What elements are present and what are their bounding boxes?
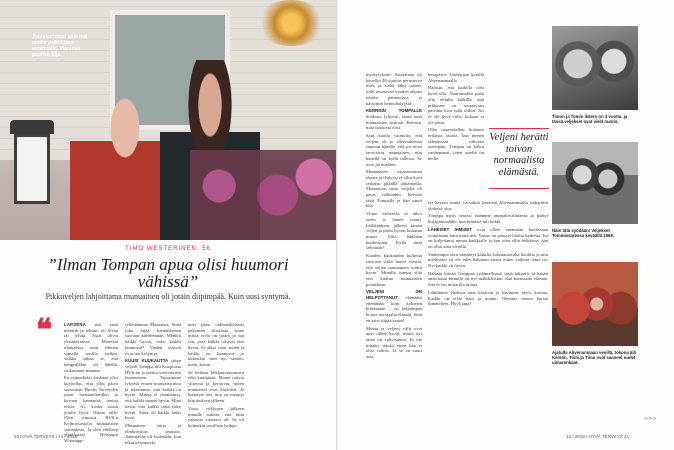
paragraph-text: Munuaisen siirto ja elinluovutus onnistui. Jännittävää oli kuitenkin, kun lekurit hienoteki.	[125, 422, 181, 446]
body-paragraph	[125, 423, 181, 446]
childhood-photo	[552, 26, 638, 110]
hero-caption: Joulukoristeet pääsivät omille paikoilleen verannalle. Vieressä puoliso Eija.	[32, 34, 88, 58]
body-column-1	[64, 322, 118, 446]
paragraph-text: Minua ja veljeni välit ovat aina olleet hyvät, mutta nyt tämä on vahvistunut. Ei ole mitään, minkä eteen hän ei olisi valmis. Ja se on suuri asia.	[366, 325, 422, 360]
paragraph-text: Viime vaiheessa se alkoi eteen jo hänen tuonti. Leikkauksen jälkeen tunsin veljen ja parin hyvän kuluttua minut. Eikä hänkään huolestunut. Kyllä tästä selvitään?	[366, 211, 422, 251]
body-paragraph	[366, 133, 422, 167]
photo-lamp	[256, 0, 326, 46]
body-paragraph	[428, 290, 548, 307]
body-column-3	[188, 322, 244, 431]
body-column-2	[125, 322, 181, 448]
paragraph-text: ryhmäämme Muniaiset. Siinä joka äijää kannustetaan suoraan kävelemään. Menikö kaikki hyvin, onko kaikki kunnossa? Vanhat ystävät ovat sen kysymys.	[125, 322, 181, 356]
body-paragraph	[428, 227, 548, 250]
lantern-cap	[10, 120, 54, 134]
paragraph-text: elämääni enemmän kuin kykenen kiittämään – on helpompaa hoitaa normaalia elämää. Siitä en saisi riittää sanaa!	[366, 295, 422, 323]
pull-quote: Veljeni herätti toivon normaalista elämästä.	[489, 132, 549, 178]
body-paragraph	[428, 252, 548, 269]
paragraph-text: Se kolmas leikkausaamuinen eikä kuulutaan. Monet ottivat yhteyttä ja kertoivat, miten munuaiset ovat käytössä. Ja luettavat sen, niin on mennyt kirjoituksen jälkeen.	[188, 369, 244, 404]
lead-in: LAPSENA	[64, 322, 95, 327]
folio-right: 14 / 2018 / HYVÄ TERVEYS 21	[566, 434, 630, 439]
body-paragraph	[366, 72, 422, 106]
paragraph-text: ovat olleet enemmän huolissaan voinnistani kuin minä itse. Vaimo on päässyt huolta kaikesta. Isä on kuljettanut minua kaikkialle ja kun olen ollut heikkona, hän on ollut aina vierellä.	[428, 226, 549, 249]
paragraph-text: hoidosta lyhyesti, tämä asiat munuaisten siirtoon. Kerroin, mitä hoidosta olisi.	[366, 113, 422, 131]
pullquote-rule-top	[489, 128, 549, 129]
body-paragraph	[428, 85, 484, 125]
subhead-lead-in: KUUSI KUUKAUTTA	[125, 358, 172, 364]
body-column-6	[428, 200, 548, 309]
lantern	[14, 134, 50, 204]
quote-mark-icon: ❝	[36, 314, 53, 347]
body-paragraph	[366, 211, 422, 251]
paragraph-text: Olen naureskellen hoitanut erilaisia asioita, kun menen elämässäni vahvasti eteenpäin. Tompan on kohtu vanhemmat, joten mieltä on heille.	[428, 127, 484, 161]
body-paragraph	[188, 322, 244, 368]
body-paragraph	[428, 127, 484, 161]
pullquote-rule-bottom	[489, 188, 549, 189]
body-paragraph	[428, 72, 484, 83]
paragraph-text: Halusin, että kaikilla olisi hyvä olla. Naurunsakin pitää olla reilulla kaikilla, että pikkasen on seuraavana päivänä kiva tulla töihin. Jos ei ole hyvä fiilis, kukaan ei ole jaksa.	[428, 85, 484, 125]
paragraph-text: Kuuden kuukauden kuluttua siirrosta sisko laittoi viestiä, että veljen munuainen toimii hyvin. Minulla tuntuu siltä että kuulun munuaisten porukkaan.	[366, 253, 422, 287]
paragraph-text: sitten veljeni Tomppa tuli Kuopiosta HUS:iin ja asettui vieriviereen huoneeseen. Tapasimme lyhyesti ennen munuaissiirtoa ja totesimme, että kaikki on hyvin. Minua ei jännittänyt, että kaikki menee hyvin. Minä tiesin, että kaikki tästä tulee hyvin. Siinä oli kaikki hetki hyvä.	[125, 358, 182, 421]
subhead-lead-in: VELJENI ON HELPOTTANUT	[366, 289, 422, 301]
body-paragraph	[366, 169, 422, 209]
body-paragraph	[125, 358, 181, 421]
paragraph-text: teeri pääsi todennäköisesti pakeneen tilastosta sinne missä vielä on jotain ja saa sen, jotta kaikki olisivat taas hyvin. Se alkoi vaan, miten ja kaikki on kunnossa jo kuitenkin niin nyt sanoin: meni, kotiin.	[188, 322, 244, 367]
paragraph-text: sitä vaan mentiin ja tehtiin, oli kivaa tai tylsää. Asiat olivat yksinkertaisia. Monessa tilanteessa otan elämän samalla tavalla nytkin, vaikka onhan se, että hengenlähtö oli lähellä, vaikuttanut minuun.	[64, 322, 118, 373]
body-paragraph	[188, 370, 244, 404]
body-paragraph	[366, 326, 422, 360]
paragraph-text: myrkytyksiin. Sairaalaan oli kävellyt 48-vuotias perusterve mies ja sieltä lähti toinen, jolle seuraavan vuoden aikana tehtiin paranoituja ja katsottiin hemodialyysiä.	[366, 72, 422, 106]
paragraph-text: Sain kuulla vaimolta, että veljeni oli jo alkuvaiheessa sanonut hänelle, että jos minä tarvitsisin munuaisen, niin hänellä on kyllä tallessa. Se tieto jäi mieleen.	[366, 133, 422, 167]
body-paragraph	[188, 406, 244, 429]
paragraph-text: Tomppa myös seurasi isäämme ammattivalintansa ja päätyi kirjapainoalalle, kun minusta tuli kokki.	[428, 213, 548, 225]
subhead-lead-in: LÄHEISET IHMISET	[428, 226, 478, 232]
body-paragraph	[366, 289, 422, 323]
body-paragraph	[64, 322, 118, 373]
photo-caption-a: Timon ja Tomin ikäero on 3 vuotta, ja tässä veljekset ovat vielä nuoria.	[552, 114, 628, 125]
paragraph-text: Vanhempia olen säästänyt kaikilta kohtuuttomilta huolilta ja niin mielestäni en ole edes halunnut sanoa miten vaikeaa tämä on. Nyt kaikki on hyvin.	[428, 251, 548, 269]
spread-gutter	[336, 0, 338, 450]
body-paragraph	[366, 108, 422, 131]
photo-flowers	[190, 150, 336, 240]
photo-caption-b: Näin tätä syödään! Veljekset Tommissaressa keväällä 1968.	[552, 228, 615, 239]
brothers-photo	[552, 142, 638, 224]
body-column-4	[366, 72, 422, 362]
body-paragraph	[366, 253, 422, 287]
paragraph-text: Halusin kiittää Tomppaa sydämellisesti tästä lahjasta, ja hänen ansiostaan minulla on nyt mahdollisuus elää normaalia elämää. Sitä ei voi mittarilla mitata.	[428, 270, 548, 288]
paragraph-text: kesäpäivä. Uudestaan kesällä Ahvenanmaalla.	[428, 72, 484, 83]
article-headline: ”Ilman Tompan apua olisi huumori vähissä”	[47, 255, 289, 291]
body-paragraph	[428, 200, 548, 211]
body-paragraph	[125, 322, 181, 356]
family-boat-photo	[552, 262, 638, 346]
photo-caption-c: Ajatulla Ahvenanmaan vesillä, tokona äiti Kerstin. Tomi ja Timo ovat saaneet uudet uimarenkaat.	[552, 350, 637, 366]
article-deck: Pikkuveljen lahjoittama munuainen oli jotain diipimpää. Kuin uusi syntymä.	[45, 292, 291, 301]
body-paragraph	[428, 271, 548, 288]
paragraph-text: Munuaisten vajaatoiminta etenee ja dialyysi ei ollut hyvä ratkaisu pitkällä tähtäimellä. Munuaisen siirto veljeltä oli paras vaihtoehto. Kerroin tästä Tompalle ja hän sanoi heti.	[366, 169, 422, 209]
subhead-lead-in: KERROIN TOMPALLE	[366, 108, 422, 114]
body-paragraph	[428, 213, 548, 224]
paragraph-text: Vasta viikkojen jälkeen minulle aukeaa, että mitä vakavaa vaarassa oli. Se oli kuitenkin tavallaan helppo.	[188, 405, 244, 428]
paragraph-text: En esimerkiksi koskaan olisi kuvitellut, että joku päivä suostuisin Hyvän Terveyden jutun haastateltavaksi ja kuvaan kannattaa tuntua toista. Ai, koska saisin jutulle hyvä. Oikein tälle. Olen tiimissä HUS:n Kolmiosastolla munuaisten sairaudesta. Ja olen edelleen yhteyksissä Helsingin Whatsapp-	[64, 375, 118, 444]
folio-left: 20 HYVÄ TERVEYS / 14 / 2018	[14, 434, 78, 439]
article-kicker: TIMO WESTERINEN, 56	[125, 246, 211, 252]
body-column-5	[428, 72, 484, 164]
paragraph-text: Lähdimme yhdessä aina kesäisin ja kävimme myös kotona. Kaikki on vielä näin ja muuta. Olemme monta kertaa ihmetelleet. Hyvä tapa!	[428, 289, 548, 307]
paragraph-text: eri kaverit mutta varsinkin kesäisin Ahvenanmaalla tiuhaittiin yhdessä oloa.	[428, 200, 548, 211]
continue-arrows-icon: >>>	[644, 416, 657, 422]
